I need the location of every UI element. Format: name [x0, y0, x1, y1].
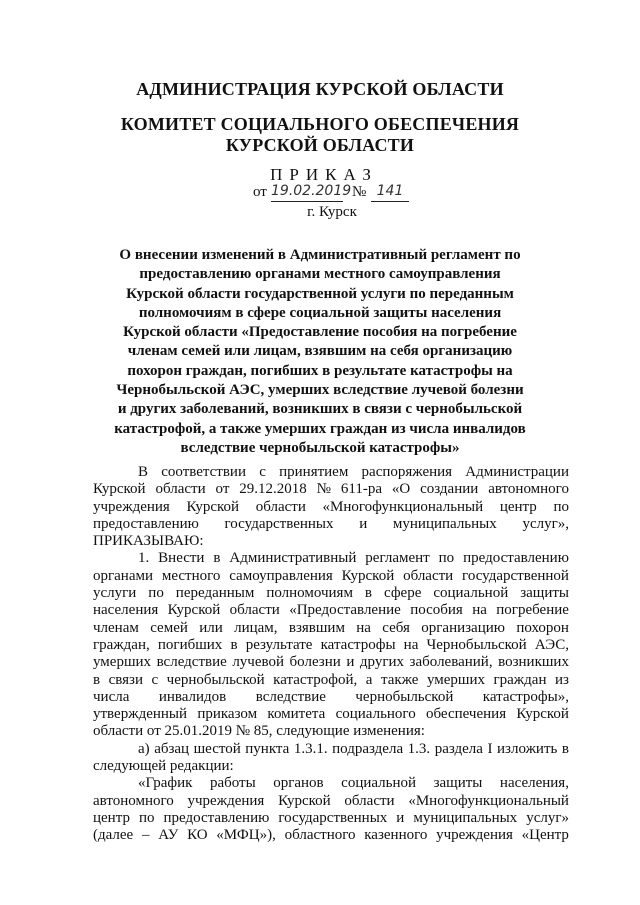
- body-line: учреждения Курской области «Многофункциональный центр по: [93, 498, 569, 515]
- body-line: умерших вследствие лучевой болезни и других заболеваний, возникших: [93, 654, 569, 671]
- body-line: «График работы органов социальной защиты населения,: [138, 775, 569, 792]
- body-line: предоставлению государственных и муниципальных услуг»,: [93, 515, 569, 532]
- body-line: В соответствии с принятием распоряжения Администрации: [138, 464, 569, 480]
- date-prefix: от: [253, 184, 267, 200]
- subject-line: катастрофой, а также умерших граждан из числа инвалидов: [114, 420, 526, 437]
- order-body: [93, 464, 569, 845]
- order-subject: [0, 246, 640, 458]
- body-line: членам семей или лицам, взявшим на себя организацию похорон: [93, 619, 569, 636]
- subject-line: членам семей или лицам, взявшим на себя организацию: [127, 343, 513, 360]
- subject-line: О внесении изменений в Административный регламент по: [119, 247, 521, 263]
- body-line: услуги по переданным полномочиям в сфере социальной защиты: [93, 585, 569, 602]
- order-date-number-row: [0, 183, 640, 205]
- number-prefix: №: [352, 184, 367, 200]
- body-line: (далее – АУ КО «МФЦ»), областного казенного учреждения «Центр: [93, 827, 569, 844]
- body-line: центр по предоставлению государственных и муниципальных услуг»: [93, 809, 569, 826]
- body-line: следующей редакции:: [93, 758, 234, 775]
- body-line: населения Курской области «Предоставление пособия на погребение: [93, 602, 569, 619]
- body-line: органами местного самоуправления Курской области государственной: [93, 567, 569, 584]
- body-line: в связи с чернобыльской катастрофой, а также умерших граждан из: [93, 671, 569, 688]
- body-line: Курской области от 29.12.2018 № 611-ра «О создании автономного: [93, 481, 569, 498]
- order-date-handwritten: 19.02.2019: [271, 183, 343, 202]
- subject-line: Курской области «Предоставление пособия на погребение: [123, 324, 517, 341]
- body-line: 1. Внести в Административный регламент по предоставлению: [138, 550, 569, 567]
- subject-line: полномочиям в сфере социальной защиты населения: [138, 304, 502, 321]
- committee-header: [0, 114, 640, 156]
- subject-line: Курской области государственной услуги по переданным: [126, 285, 514, 302]
- subject-line: и других заболеваний, возникших в связи с чернобыльской: [117, 401, 523, 418]
- subject-line: вследствие чернобыльской катастрофы»: [180, 439, 460, 456]
- body-line: области от 25.01.2019 № 85, следующие изменения:: [93, 723, 425, 740]
- subject-line: Чернобыльской АЭС, умерших вследствие лучевой болезни: [116, 382, 524, 399]
- body-line: граждан, погибших в результате катастрофы на Чернобыльской АЭС,: [93, 636, 569, 653]
- order-city: г. Курск: [307, 204, 357, 220]
- body-line: ПРИКАЗЫВАЮ:: [93, 533, 204, 550]
- administration-title: АДМИНИСТРАЦИЯ КУРСКОЙ ОБЛАСТИ: [136, 79, 504, 99]
- subject-line: предоставлению органами местного самоуправления: [139, 266, 501, 283]
- committee-title-line2: КУРСКОЙ ОБЛАСТИ: [225, 135, 415, 155]
- order-number-handwritten: 141: [371, 183, 409, 202]
- document-header: [0, 79, 640, 100]
- subject-line: похорон граждан, погибших в результате катастрофы на: [127, 362, 513, 379]
- body-line: а) абзац шестой пункта 1.3.1. подраздела 1.3. раздела I изложить в: [138, 740, 569, 757]
- committee-title-line1: КОМИТЕТ СОЦИАЛЬНОГО ОБЕСПЕЧЕНИЯ: [120, 114, 520, 134]
- order-title: ПРИКАЗ: [270, 165, 378, 184]
- body-line: утвержденный приказом комитета социального обеспечения Курской: [93, 706, 569, 723]
- body-line: числа инвалидов вследствие чернобыльской катастрофы»,: [93, 688, 569, 705]
- body-line: автономного учреждения Курской области «Многофункциональный: [93, 792, 569, 809]
